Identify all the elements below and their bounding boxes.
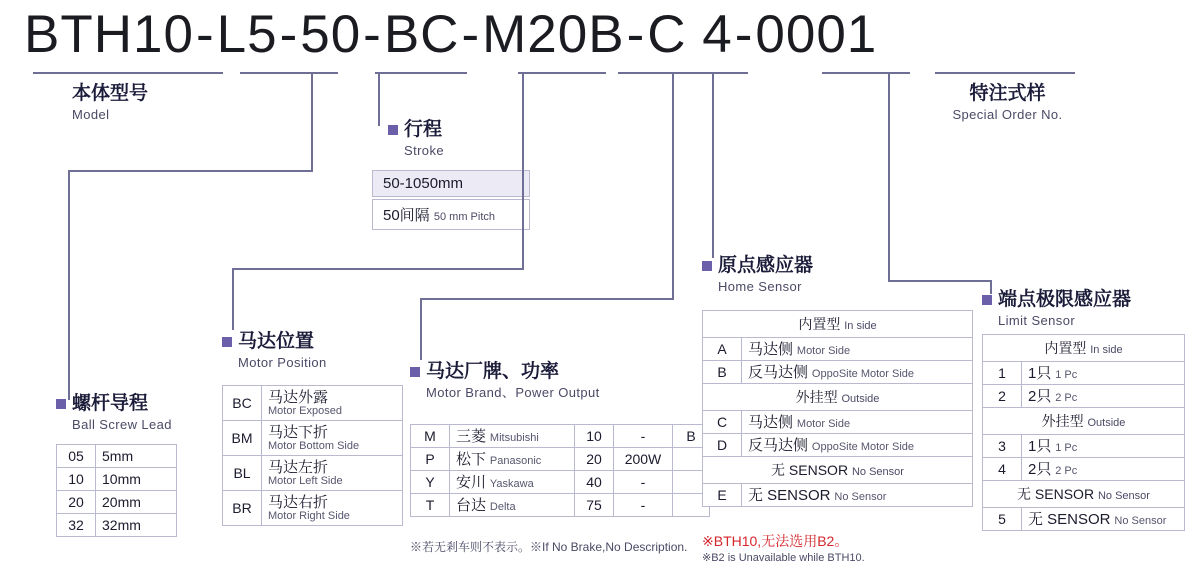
callout-stroke-cn: 行程	[388, 118, 444, 142]
home-label-3: 反马达侧 OppoSite Motor Side	[742, 434, 973, 457]
table-home-sensor	[702, 310, 973, 507]
callout-home-en: Home Sensor	[718, 279, 802, 294]
brand-power-code-3: 75	[575, 494, 614, 517]
brand-brake-0: B	[673, 425, 710, 448]
table-row	[983, 435, 1185, 458]
limit-code-0: 1	[983, 362, 1022, 385]
part-segment-motor-brand: M20B	[482, 5, 625, 64]
lead-code-1: 10	[57, 468, 96, 491]
brand-name-0: 三菱 Mitsubishi	[450, 425, 575, 448]
leader-brand-h	[420, 298, 674, 300]
callout-special-order	[935, 82, 1080, 124]
callout-brand-en: Motor Brand、Power Output	[426, 385, 600, 400]
table-row	[411, 425, 710, 448]
table-row	[983, 458, 1185, 481]
motorpos-code-1: BM	[223, 421, 262, 456]
table-row	[703, 361, 973, 384]
table-row	[57, 491, 177, 514]
lead-label-3: 32mm	[96, 514, 177, 537]
leader-motorpos-h	[232, 268, 524, 270]
brand-code-2: Y	[411, 471, 450, 494]
leader-motorpos-mid	[522, 240, 524, 268]
tick-sensor	[822, 72, 910, 74]
leader-limit-h	[888, 280, 992, 282]
brand-power-code-0: 10	[575, 425, 614, 448]
limit-label-2: 1只 1 Pc	[1022, 435, 1185, 458]
callout-limit-sensor	[982, 288, 1131, 330]
limit-label-0: 1只 1 Pc	[1022, 362, 1185, 385]
part-separator: -	[363, 5, 382, 64]
table-motor-position	[222, 385, 403, 526]
table-row	[983, 385, 1185, 408]
callout-model-en: Model	[72, 107, 110, 122]
square-bullet-icon	[702, 261, 712, 271]
table-row	[983, 362, 1185, 385]
table-row	[703, 434, 973, 457]
leader-brand-v	[420, 298, 422, 360]
home-code-3: D	[703, 434, 742, 457]
home-label-1: 反马达侧 OppoSite Motor Side	[742, 361, 973, 384]
square-bullet-icon	[56, 399, 66, 409]
callout-brand-cn: 马达厂牌、功率	[410, 360, 600, 384]
part-segment-sensor: C 4	[647, 5, 733, 64]
brand-code-1: P	[411, 448, 450, 471]
lead-code-0: 05	[57, 445, 96, 468]
home-sensor-note-cn: ※BTH10,无法选用B2。	[702, 533, 849, 549]
brand-code-0: M	[411, 425, 450, 448]
limit-code-3: 4	[983, 458, 1022, 481]
limit-outside-header: 外挂型 Outside	[983, 408, 1185, 435]
callout-limit-en: Limit Sensor	[998, 313, 1076, 328]
stroke-range-box: 50-1050mm	[372, 170, 530, 197]
motorpos-code-3: BR	[223, 491, 262, 526]
part-segment-motor-position: BC	[383, 5, 460, 64]
leader-home-v	[712, 72, 714, 258]
callout-motorpos-cn: 马达位置	[222, 330, 327, 354]
tick-model	[33, 72, 223, 74]
home-nosensor-header: 无 SENSOR No Sensor	[703, 457, 973, 484]
callout-limit-cn: 端点极限感应器	[982, 288, 1131, 312]
limit-code-4: 5	[983, 508, 1022, 531]
limit-code-1: 2	[983, 385, 1022, 408]
callout-stroke	[388, 118, 444, 160]
table-row	[411, 471, 710, 494]
motorpos-code-0: BC	[223, 386, 262, 421]
leader-lead-v	[68, 170, 70, 400]
limit-label-4: 无 SENSOR No Sensor	[1022, 508, 1185, 531]
part-separator: -	[461, 5, 481, 64]
motorpos-code-2: BL	[223, 456, 262, 491]
table-group-header-outside	[703, 384, 973, 411]
tick-motor-brand	[618, 72, 748, 74]
callout-motor-position	[222, 330, 327, 372]
limit-label-3: 2只 2 Pc	[1022, 458, 1185, 481]
square-bullet-icon	[388, 125, 398, 135]
part-number	[24, 4, 877, 65]
brand-power-3: -	[614, 494, 673, 517]
tick-special	[935, 72, 1075, 74]
callout-motor-brand	[410, 360, 600, 402]
home-sensor-note-en: ※B2 is Unavailable while BTH10.	[702, 552, 865, 564]
part-separator: -	[279, 5, 299, 64]
table-group-header-nosensor	[703, 457, 973, 484]
square-bullet-icon	[410, 367, 420, 377]
leader-brand-mid	[672, 244, 674, 298]
table-row	[983, 508, 1185, 531]
motor-brand-note: ※若无剎车则不表示。※If No Brake,No Description.	[410, 540, 688, 554]
brand-power-code-1: 20	[575, 448, 614, 471]
table-row	[57, 445, 177, 468]
part-segment-special: 0001	[755, 5, 878, 64]
table-row	[411, 494, 710, 517]
callout-ball-screw-lead	[56, 392, 172, 434]
leader-motorpos-v	[232, 268, 234, 330]
table-row	[703, 338, 973, 361]
table-row	[223, 456, 403, 491]
home-label-4: 无 SENSOR No Sensor	[742, 484, 973, 507]
table-motor-brand	[410, 424, 710, 517]
table-row	[223, 421, 403, 456]
motorpos-label-2: 马达左折 Motor Left Side	[262, 456, 403, 491]
lead-label-0: 5mm	[96, 445, 177, 468]
callout-home-sensor	[702, 254, 813, 296]
home-code-1: B	[703, 361, 742, 384]
callout-lead-en: Ball Screw Lead	[72, 417, 172, 432]
part-segment-stroke: 50	[300, 5, 362, 64]
part-separator: -	[626, 5, 646, 64]
table-row	[223, 491, 403, 526]
callout-home-cn: 原点感应器	[702, 254, 813, 278]
brand-name-3: 台达 Delta	[450, 494, 575, 517]
lead-code-2: 20	[57, 491, 96, 514]
brand-name-2: 安川 Yaskawa	[450, 471, 575, 494]
part-segment-lead: L5	[216, 5, 278, 64]
table-row	[703, 411, 973, 434]
callout-stroke-en: Stroke	[404, 143, 444, 158]
leader-motorpos-v2	[522, 72, 524, 242]
motorpos-label-1: 马达下折 Motor Bottom Side	[262, 421, 403, 456]
callout-model	[72, 82, 148, 124]
limit-nosensor-header: 无 SENSOR No Sensor	[983, 481, 1185, 508]
table-row	[703, 484, 973, 507]
table-row	[411, 448, 710, 471]
table-group-header-inside	[983, 335, 1185, 362]
limit-code-2: 3	[983, 435, 1022, 458]
leader-lead-v2	[311, 72, 313, 170]
brand-power-2: -	[614, 471, 673, 494]
leader-lead-h	[68, 170, 313, 172]
home-label-0: 马达侧 Motor Side	[742, 338, 973, 361]
limit-inside-header: 内置型 In side	[983, 335, 1185, 362]
tick-motor-position	[518, 72, 606, 74]
callout-motorpos-en: Motor Position	[238, 355, 327, 370]
table-ball-screw-lead	[56, 444, 177, 537]
table-limit-sensor	[982, 334, 1185, 531]
home-code-0: A	[703, 338, 742, 361]
brand-power-1: 200W	[614, 448, 673, 471]
tick-stroke	[375, 72, 467, 74]
home-inside-header: 内置型 In side	[703, 311, 973, 338]
callout-special-en: Special Order No.	[952, 107, 1063, 122]
lead-code-3: 32	[57, 514, 96, 537]
leader-brand-v2	[672, 72, 674, 244]
home-code-2: C	[703, 411, 742, 434]
part-segment-model: BTH10	[24, 5, 194, 64]
square-bullet-icon	[982, 295, 992, 305]
home-label-2: 马达侧 Motor Side	[742, 411, 973, 434]
limit-label-1: 2只 2 Pc	[1022, 385, 1185, 408]
table-row	[57, 468, 177, 491]
tick-lead	[240, 72, 338, 74]
leader-stroke-v	[378, 72, 380, 126]
table-row	[57, 514, 177, 537]
callout-model-cn: 本体型号	[72, 83, 149, 104]
brand-power-code-2: 40	[575, 471, 614, 494]
brand-power-0: -	[614, 425, 673, 448]
table-row	[223, 386, 403, 421]
brand-code-3: T	[411, 494, 450, 517]
square-bullet-icon	[222, 337, 232, 347]
lead-label-1: 10mm	[96, 468, 177, 491]
leader-limit-v2	[888, 72, 890, 280]
callout-special-cn: 特注式样	[969, 83, 1046, 104]
part-separator: -	[195, 5, 215, 64]
motorpos-label-0: 马达外露 Motor Exposed	[262, 386, 403, 421]
stroke-pitch-box: 50间隔 50 mm Pitch	[372, 199, 530, 230]
table-group-header-outside	[983, 408, 1185, 435]
brand-name-1: 松下 Panasonic	[450, 448, 575, 471]
table-group-header-nosensor	[983, 481, 1185, 508]
part-separator: -	[734, 5, 754, 64]
callout-lead-cn: 螺杆导程	[56, 392, 172, 416]
home-outside-header: 外挂型 Outside	[703, 384, 973, 411]
home-code-4: E	[703, 484, 742, 507]
motorpos-label-3: 马达右折 Motor Right Side	[262, 491, 403, 526]
table-group-header-inside	[703, 311, 973, 338]
lead-label-2: 20mm	[96, 491, 177, 514]
home-sensor-note	[702, 531, 865, 564]
